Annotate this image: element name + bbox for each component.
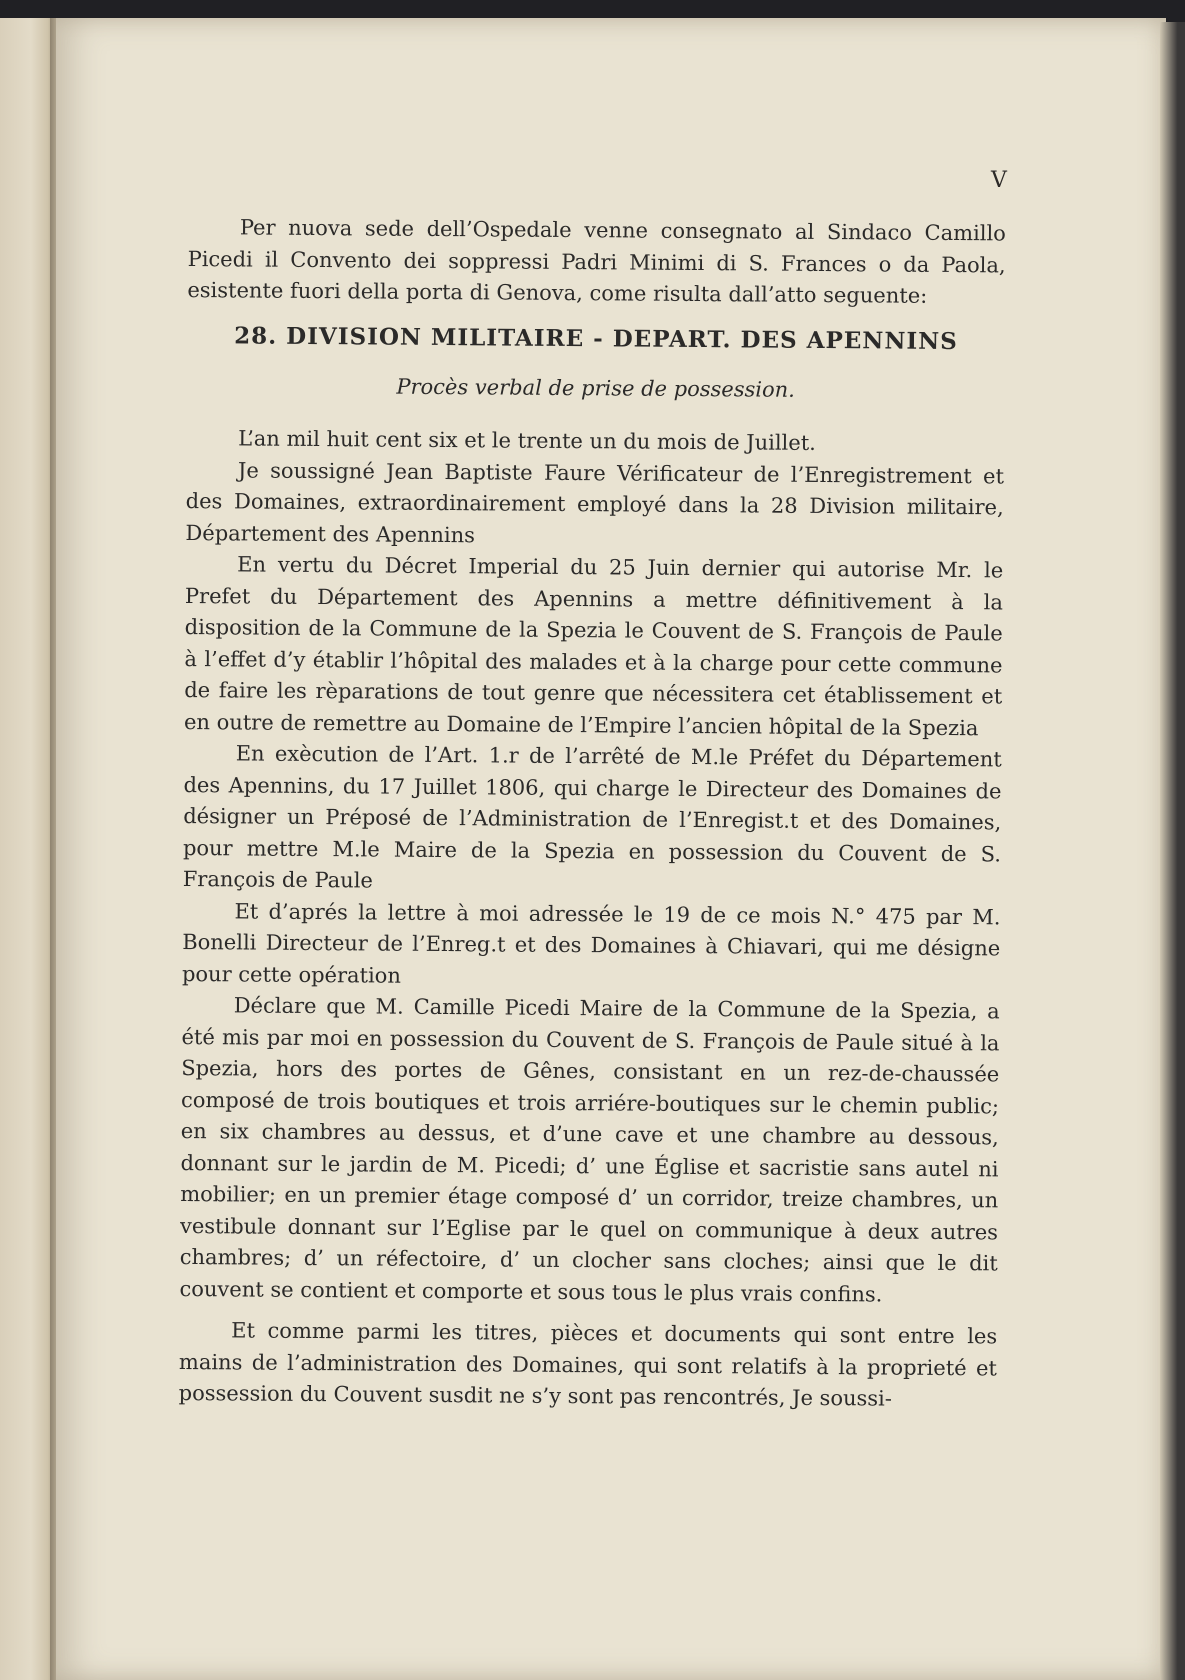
- body-paragraph: L’an mil huit cent six et le trente un du mois de Juillet.: [238, 426, 816, 455]
- body-paragraph: En exècution de l’Art. 1.r de l’arrêté de M.le Préfet du Département des Apennins, du 17 Juillet 1806, qui charge le Directeur des Domaines de désigner un Préposé de l’Administration de l’Enregist.t et des Domaines, pour mettre M.le Maire de la Spezia en possession du Couvent de S. François de Paule: [182, 741, 1002, 893]
- body-paragraph: En vertu du Décret Imperial du 25 Juin dernier qui autorise Mr. le Prefet du Département des Apennins a mettre définitivement à la disposition de la Commune de la Spezia le Couvent de S. François de Paule à l’effet d’y établir l’hôpital des malades et à la charge pour cette commune de faire les rèparations de tout genre que nécessitera cet établissement et en outre de remettre au Domaine de l’Empire l’ancien hôpital de la Spezia: [183, 552, 1004, 740]
- body-paragraph: Je soussigné Jean Baptiste Faure Vérificateur de l’Enregistrement et des Domaines, extraordinairement employé dans la 28 Division militaire, Département des Apennins: [185, 457, 1005, 547]
- page-number: V: [991, 168, 1007, 193]
- section-heading: 28. DIVISION MILITAIRE - DEPART. DES APENNINS: [234, 321, 958, 355]
- page-text-block: [179, 212, 1006, 1416]
- intro-paragraph: Per nuova sede dell’Ospedale venne consegnato al Sindaco Camillo Picedi il Convento dei soppressi Padri Minimi di S. Frances o da Paola, esistente fuori della porta di Genova, come risulta dall’atto seguente:: [187, 215, 1006, 308]
- body-paragraph: Et comme parmi les titres, pièces et documents qui sont entre les mains de l’administration des Domaines, qui sont relatifs à la proprieté et possession du Couvent susdit ne s’y sont pas rencontrés, Je soussi-: [178, 1318, 998, 1411]
- body-paragraph: Déclare que M. Camille Picedi Maire de la Commune de la Spezia, a été mis par moi en possession du Couvent de S. François de Paule situé à la Spezia, hors des portes de Gênes, consistant en un rez-de-chaussée composé de trois boutiques et trois arriére-boutiques sur le chemin public; en six chambres au dessus, et d’une cave et une chambre au dessous, donnant sur le jardin de M. Picedi; d’ une Église et sacristie sans autel ni mobilier; en un premier étage composé d’ un corridor, treize chambres, un vestibule donnant sur l’Eglise par le quel on communique à deux autres chambres; d’ un réfectoire, d’ un clocher sans cloches; ainsi que le dit couvent se contient et comporte et sous tous le plus vrais confins.: [179, 993, 1000, 1306]
- body-paragraph: Et d’aprés la lettre à moi adressée le 19 de ce mois N.° 475 par M. Bonelli Directeur de l’Enreg.t et des Domaines à Chiavari, qui me désigne pour cette opération: [181, 898, 1001, 988]
- left-page-edge: [0, 18, 56, 1680]
- section-subheading: Procès verbal de prise de possession.: [396, 374, 795, 402]
- page-right-edge: [1160, 22, 1185, 1680]
